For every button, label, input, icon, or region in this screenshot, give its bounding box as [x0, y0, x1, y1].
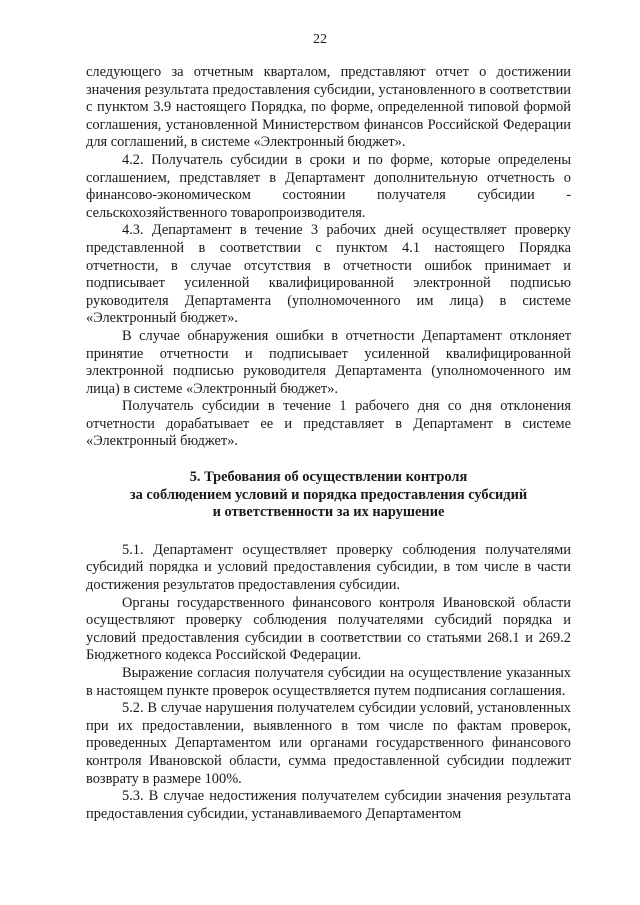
section-heading-line-1: 5. Требования об осуществлении контроля: [189, 469, 468, 486]
paragraph-4-2: 4.2. Получатель субсидии в сроки и по форме, которые определены соглашением, представляет в Департамент дополнительную отчетность о финансово-экономическом состоянии получателя субсидии - сельскохозяйственного товаропроизводителя.: [86, 151, 571, 221]
document-body: [86, 64, 571, 823]
paragraph-continuation: следующего за отчетным кварталом, представляют отчет о достижении значения результата предоставления субсидии, установленного в соответствии с пунктом 3.9 настоящего Порядка, по форме, определенной типовой формой соглашения, установленной Министерством финансов Российской Федерации для соглашений, в системе «Электронный бюджет».: [86, 64, 571, 151]
paragraph-consent: Выражение согласия получателя субсидии на осуществление указанных в настоящем пункте проверок осуществляется путем подписания соглашения.: [86, 665, 571, 699]
paragraph-4-3: 4.3. Департамент в течение 3 рабочих дней осуществляет проверку представленной в соответствии с пунктом 4.1 настоящего Порядка отчетности, в случае отсутствия в отчетности ошибок принимает и подписывает усиленной квалифицированной электронной подписью руководителя Департамента (уполномоченного им лица) в системе «Электронный бюджет».: [86, 222, 571, 327]
section-5-heading: [86, 469, 571, 522]
page-number: 22: [313, 32, 327, 47]
paragraph-rework: Получатель субсидии в течение 1 рабочего дня со дня отклонения отчетности дорабатывает ее и представляет в Департамент в системе «Электронный бюджет».: [86, 398, 571, 450]
paragraph-5-3: 5.3. В случае недостижения получателем субсидии значения результата предоставления субсидии, устанавливаемого Департаментом: [86, 788, 571, 822]
paragraph-5-1: 5.1. Департамент осуществляет проверку соблюдения получателями субсидий порядка и условий предоставления субсидии, в том числе в части достижения результатов предоставления субсидии.: [86, 541, 571, 594]
section-heading-line-2: за соблюдением условий и порядка предоставления субсидий: [129, 486, 528, 503]
paragraph-5-2: 5.2. В случае нарушения получателем субсидии условий, установленных при их предоставлении, выявленного в том числе по фактам проверок, проведенных Департаментом или органами государственного финансового контроля Ивановской области, сумма предоставленной субсидии подлежит возврату в размере 100%.: [86, 700, 571, 787]
section-heading-line-3: и ответственности за их нарушение: [212, 504, 445, 521]
paragraph-financial-control: Органы государственного финансового контроля Ивановской области осуществляют проверку соблюдения получателями субсидий порядка и условий предоставления субсидии в соответствии со статьями 268.1 и 269.2 Бюджетного кодекса Российской Федерации.: [86, 594, 571, 664]
paragraph-error-case: В случае обнаружения ошибки в отчетности Департамент отклоняет принятие отчетности и подписывает усиленной квалифицированной электронной подписью руководителя Департамента (уполномоченного им лица) в системе «Электронный бюджет».: [86, 327, 571, 397]
